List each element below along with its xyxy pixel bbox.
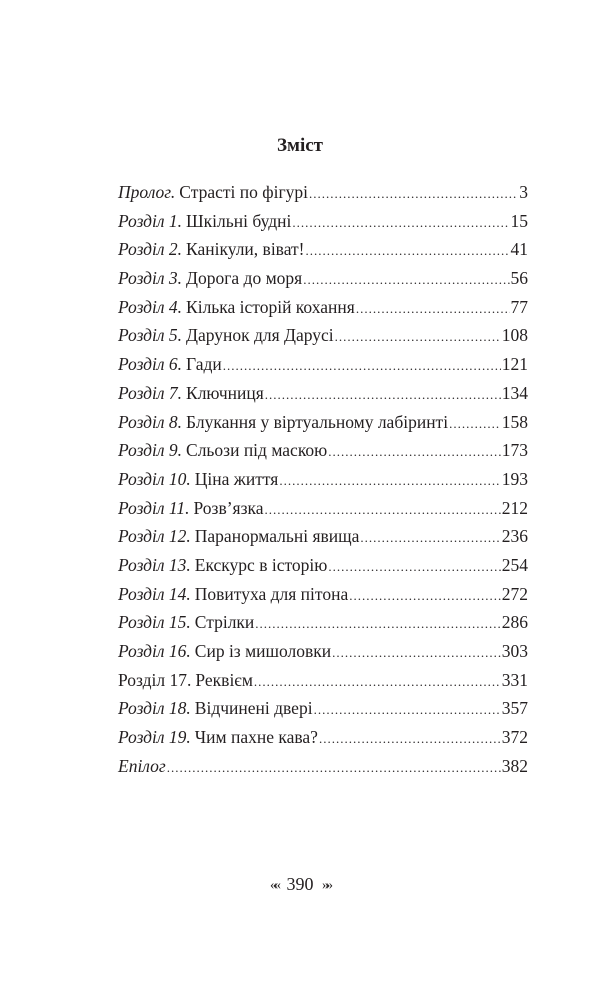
dot-leader [292, 211, 509, 232]
toc-entry [118, 268, 528, 297]
toc-entry [118, 526, 528, 555]
entry-page: 134 [501, 382, 528, 403]
entry-title: Дорога до моря [186, 268, 303, 289]
entry-label: Розділ 2. [118, 239, 183, 260]
entry-label: Пролог. [118, 182, 176, 202]
table-of-contents [118, 182, 528, 784]
entry-page: 193 [501, 468, 528, 489]
entry-title: Блукання у віртуальному лабіринті [186, 411, 449, 432]
toc-entry [118, 641, 528, 670]
toc-entry [118, 239, 528, 268]
toc-entry [118, 584, 528, 613]
entry-label: Розділ 14. [118, 583, 191, 604]
entry-page: 41 [510, 239, 528, 260]
toc-entry [118, 440, 528, 469]
toc-entry [118, 297, 528, 326]
dot-leader [328, 440, 500, 461]
entry-title: Ключниця [186, 382, 264, 403]
dot-leader [255, 612, 500, 633]
entry-page: 372 [501, 727, 528, 748]
dot-leader [306, 239, 510, 260]
toc-entry [118, 383, 528, 412]
entry-page: 286 [501, 612, 528, 633]
entry-page: 121 [501, 354, 528, 375]
dot-leader [332, 641, 501, 662]
entry-page: 303 [501, 641, 528, 661]
dot-leader [314, 698, 501, 719]
entry-label: Розділ 1. [118, 210, 183, 231]
dot-leader [319, 727, 501, 748]
entry-title: Кілька історій кохання [186, 296, 355, 317]
entry-page: 382 [501, 755, 528, 776]
entry-page: 15 [510, 210, 528, 231]
dot-leader [309, 182, 518, 203]
entry-title: Канікули, віват! [186, 239, 305, 260]
page-number: 390 [286, 874, 314, 894]
entry-page: 3 [519, 182, 528, 202]
toc-entry [118, 670, 528, 699]
dot-leader [265, 383, 501, 404]
toc-entry [118, 182, 528, 211]
entry-label: Розділ 9. [118, 440, 183, 461]
entry-page: 357 [501, 698, 528, 719]
entry-label: Розділ 7. [118, 382, 183, 403]
entry-label: Розділ 11. [118, 497, 190, 518]
entry-title: Страсті по фігурі [179, 182, 308, 202]
ornament-icon: «« [270, 877, 278, 893]
toc-entry [118, 698, 528, 727]
entry-title: Стрілки [194, 612, 255, 633]
entry-title: Дарунок для Дарусі [186, 325, 334, 346]
entry-title: Гади [186, 354, 222, 375]
entry-title: Відчинені двері [194, 698, 313, 719]
entry-title: Розв’язка [193, 497, 264, 518]
entry-title: Екскурс в історію [194, 554, 328, 575]
entry-page: 158 [501, 411, 528, 432]
entry-page: 77 [510, 296, 528, 317]
entry-label: Розділ 5. [118, 325, 183, 346]
dot-leader [223, 354, 501, 375]
entry-label: Розділ 8. [118, 411, 183, 432]
dot-leader [279, 469, 500, 490]
entry-label: Розділ 16. [118, 641, 191, 661]
entry-label: Розділ 6. [118, 354, 183, 375]
toc-entry [118, 354, 528, 383]
dot-leader [335, 325, 501, 346]
entry-label: Розділ 17. [118, 669, 192, 690]
dot-leader [303, 268, 509, 289]
entry-page: 212 [501, 497, 528, 518]
entry-title: Ціна життя [194, 468, 279, 489]
entry-label: Розділ 10. [118, 468, 191, 489]
entry-title: Повитуха для пітона [194, 583, 349, 604]
entry-page: 254 [501, 554, 528, 575]
entry-label: Розділ 12. [118, 526, 191, 547]
toc-entry [118, 612, 528, 641]
dot-leader [265, 498, 501, 519]
toc-heading: Зміст [276, 135, 323, 156]
entry-page: 331 [501, 669, 528, 690]
toc-entry [118, 555, 528, 584]
entry-page: 173 [501, 440, 528, 461]
dot-leader [254, 670, 501, 691]
entry-page: 56 [510, 268, 528, 289]
dot-leader [349, 584, 501, 605]
entry-title: Сир із мишоловки [194, 641, 332, 661]
page-folio [0, 874, 600, 895]
entry-label: Розділ 19. [118, 727, 191, 748]
entry-title: Паранормальні явища [194, 526, 360, 547]
toc-entry [118, 727, 528, 756]
dot-leader [328, 555, 500, 576]
entry-title: Сльози під маскою [186, 440, 328, 461]
toc-entry [118, 756, 528, 785]
entry-label: Розділ 13. [118, 554, 191, 575]
toc-entry [118, 325, 528, 354]
entry-page: 272 [501, 583, 528, 604]
toc-entry [118, 211, 528, 240]
dot-leader [360, 526, 500, 547]
dot-leader [449, 412, 501, 433]
entry-page: 108 [501, 325, 528, 346]
toc-entry [118, 498, 528, 527]
entry-label: Розділ 15. [118, 612, 191, 633]
dot-leader [356, 297, 510, 318]
entry-page: 236 [501, 526, 528, 547]
entry-title: Чим пахне кава? [194, 727, 318, 748]
entry-label: Епілог [118, 755, 166, 776]
toc-entry [118, 469, 528, 498]
dot-leader [167, 756, 501, 777]
entry-title: Реквієм [195, 669, 253, 690]
entry-label: Розділ 4. [118, 296, 183, 317]
entry-label: Розділ 18. [118, 698, 191, 719]
toc-entry [118, 412, 528, 441]
ornament-icon: »» [322, 877, 330, 893]
entry-title: Шкільні будні [186, 210, 292, 231]
entry-label: Розділ 3. [118, 268, 183, 289]
